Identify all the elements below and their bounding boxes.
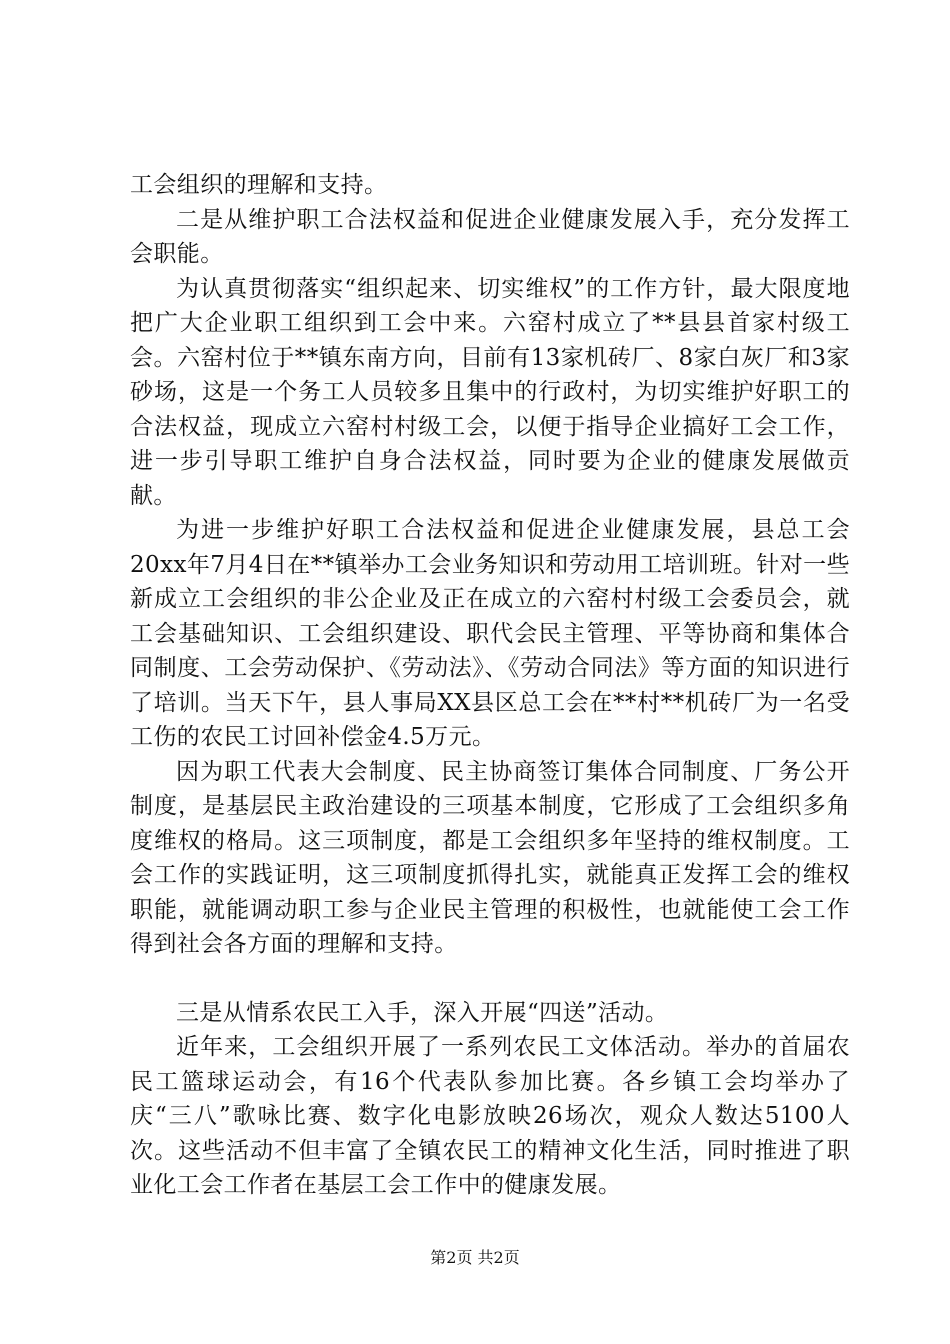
paragraph-3: 为认真贯彻落实“组织起来、切实维权”的工作方针，最大限度地把广大企业职工组织到工会中来。六窑村成立了**县县首家村级工会。六窑村位于**镇东南方向，目前有13家机砖厂、8家白灰厂和3家砂场，这是一个务工人员较多且集中的行政村，为切实维护好职工的合法权益，现成立六窑村村级工会，以便于指导企业搞好工会工作，进一步引导职工维护自身合法权益，同时要为企业的健康发展做贡献。	[130, 275, 850, 509]
paragraph-7: 近年来，工会组织开展了一系列农民工文体活动。举办的首届农民工篮球运动会，有16个代表队参加比赛。各乡镇工会均举办了庆“三八”歌咏比赛、数字化电影放映26场次，观众人数达5100人次。这些活动不但丰富了全镇农民工的精神文化生活，同时推进了职业化工会工作者在基层工会工作中的健康发展。	[130, 1034, 850, 1198]
document-body	[130, 168, 850, 1203]
page-number-footer: 第2页 共2页	[430, 1248, 520, 1267]
paragraph-4: 为进一步维护好职工合法权益和促进企业健康发展，县总工会20xx年7月4日在**镇举办工会业务知识和劳动用工培训班。针对一些新成立工会组织的非公企业及正在成立的六窑村村级工会委员会，就工会基础知识、工会组织建设、职代会民主管理、平等协商和集体合同制度、工会劳动保护、《劳动法》、《劳动合同法》等方面的知识进行了培训。当天下午，县人事局XX县区总工会在**村**机砖厂为一名受工伤的农民工讨回补偿金4.5万元。	[130, 517, 850, 750]
paragraph-6-heading: 三是从情系农民工入手，深入开展“四送”活动。	[176, 999, 669, 1026]
paragraph-5: 因为职工代表大会制度、民主协商签订集体合同制度、厂务公开制度，是基层民主政治建设的三项基本制度，它形成了工会组织多角度维权的格局。这三项制度，都是工会组织多年坚持的维权制度。工会工作的实践证明，这三项制度抓得扎实，就能真正发挥工会的维权职能，就能调动职工参与企业民主管理的积极性，也就能使工会工作得到社会各方面的理解和支持。	[130, 758, 850, 957]
paragraph-2: 二是从维护职工合法权益和促进企业健康发展入手，充分发挥工会职能。	[130, 206, 850, 267]
paragraph-1: 工会组织的理解和支持。	[130, 172, 388, 198]
